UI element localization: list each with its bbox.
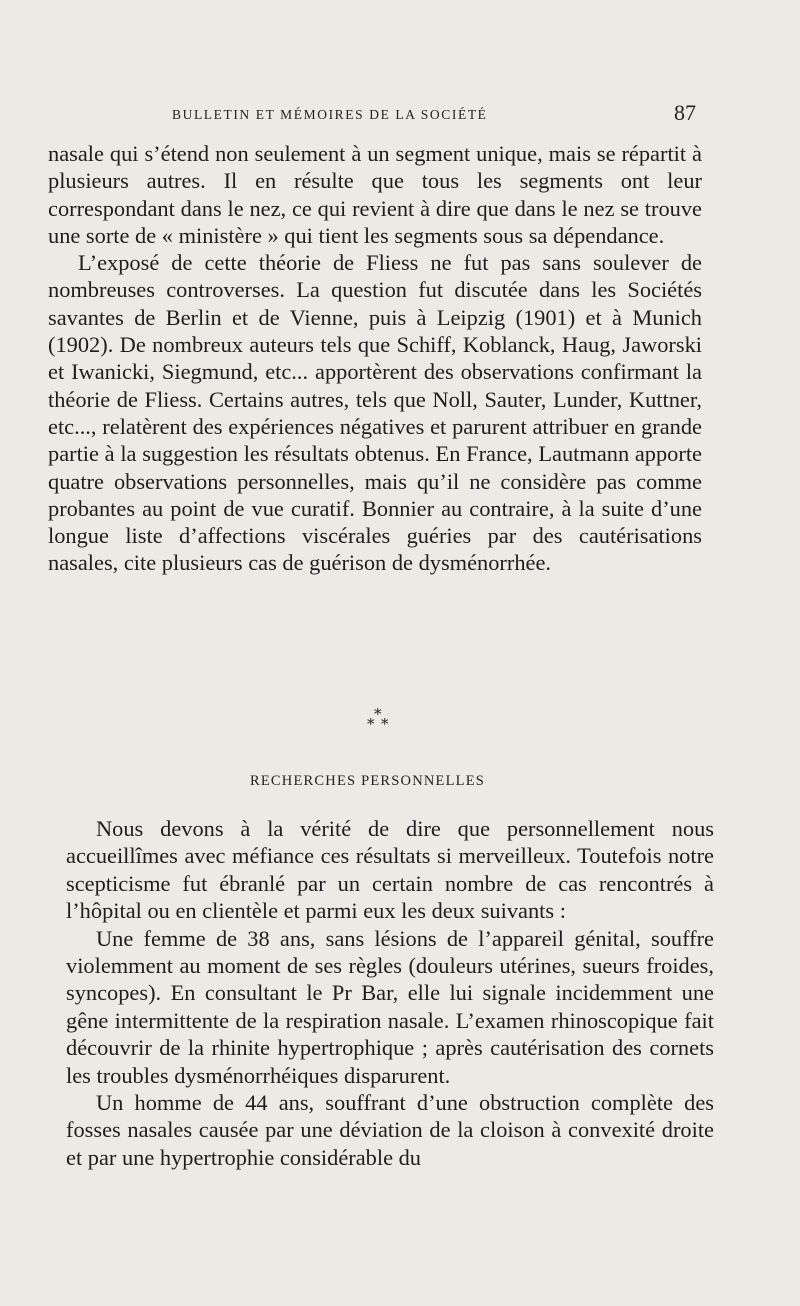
section-heading: RECHERCHES PERSONNELLES: [250, 773, 486, 789]
page-number: 87: [674, 100, 696, 125]
asterism-star-right: *: [381, 715, 389, 733]
asterism-star-top: *: [374, 705, 382, 723]
paragraph-case-man: Un homme de 44 ans, souffrant d’une obstruction complète des fosses nasales causée par une déviation de la cloison à convexité droite et par une hypertrophie considérable du: [66, 1090, 714, 1170]
paragraph-intro: Nous devons à la vérité de dire que personnellement nous accueillîmes avec méfiance ces résultats si merveilleux. Toutefois notre scepticisme fut ébranlé par un certain nombre de cas rencontrés à l’hôpital ou en clientèle et parmi eux les deux suivants :: [66, 816, 714, 924]
running-head: [172, 100, 712, 127]
body-text-section: [66, 815, 714, 1171]
paragraph-continuation: nasale qui s’étend non seulement à un segment unique, mais se répartit à plusieurs autres. Il en résulte que tous les segments ont leur correspondant dans le nez, ce qui revient à dire que dans le nez se trouve une sorte de « ministère » qui tient les segments sous sa dépendance.: [48, 141, 702, 248]
asterism-ornament: [360, 705, 400, 745]
running-title: BULLETIN ET MÉMOIRES DE LA SOCIÉTÉ: [172, 107, 488, 122]
asterism-star-left: *: [367, 715, 375, 733]
paragraph-case-woman: Une femme de 38 ans, sans lésions de l’appareil génital, souffre violemment au moment de ses règles (douleurs utérines, sueurs froides, syncopes). En consultant le Pr Bar, elle lui signale incidemment une gêne intermittente de la respiration nasale. L’examen rhinoscopique fait découvrir de la rhinite hypertrophique ; après cautérisation des cornets les troubles dysménorrhéiques disparurent.: [66, 925, 714, 1088]
paragraph-fliess-theory: L’exposé de cette théorie de Fliess ne fut pas sans soulever de nombreuses controverses. La question fut discutée dans les Sociétés savantes de Berlin et de Vienne, puis à Leipzig (1901) et à Munich (1902). De nombreux auteurs tels que Schiff, Koblanck, Haug, Jaworski et Iwanicki, Siegmund, etc... apportèrent des observations confirmant la théorie de Fliess. Certains autres, tels que Noll, Sauter, Lunder, Kuttner, etc..., relatèrent des expériences négatives et parurent attribuer en grande partie à la suggestion les résultats obtenus. En France, Lautmann apporte quatre observations personnelles, mais qu’il ne considère pas comme probantes au point de vue curatif. Bonnier au contraire, à la suite d’une longue liste d’affections viscérales guéries par des cautérisations nasales, cite plusieurs cas de guérison de dysménorrhée.: [48, 250, 702, 576]
body-text: [48, 140, 702, 577]
